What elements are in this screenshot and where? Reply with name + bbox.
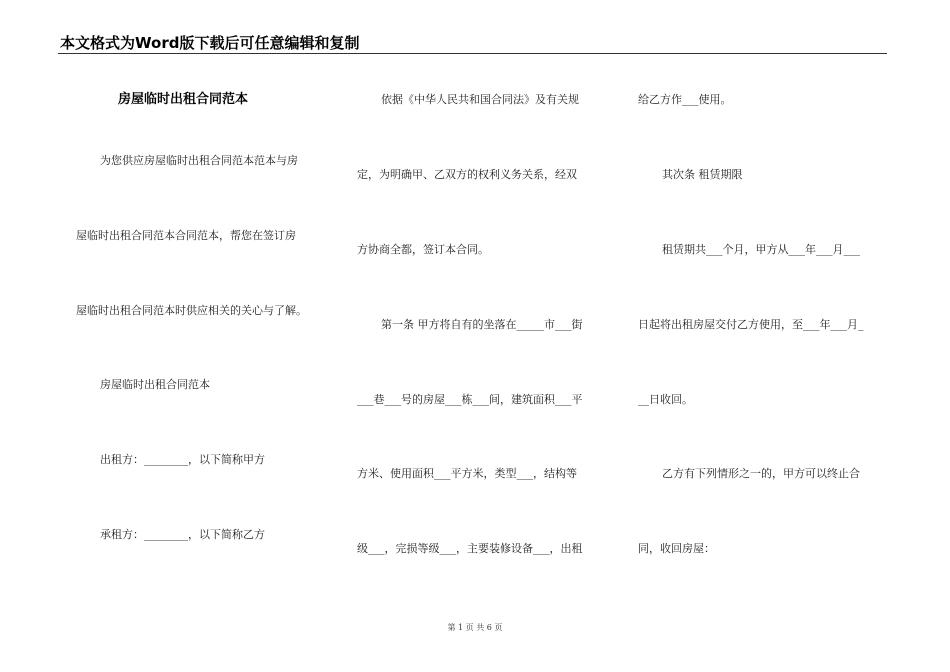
page-number: 第 1 页 共 6 页 — [447, 623, 503, 632]
document-header: 本文格式为Word版下载后可任意编辑和复制 — [60, 34, 360, 52]
paragraph-line: 其次条 租赁期限 — [662, 168, 743, 181]
paragraph-line: 日起将出租房屋交付乙方使用，至___年___月_ — [638, 318, 864, 331]
paragraph-line: 给乙方作___使用。 — [638, 93, 732, 106]
paragraph-line: 方协商全都，签订本合同。 — [357, 243, 489, 256]
paragraph-line: 屋临时出租合同范本合同范本，帮您在签订房 — [76, 229, 296, 242]
paragraph-line: 租赁期共___个月，甲方从___年___月___ — [662, 243, 860, 256]
paragraph-line: 屋临时出租合同范本时供应相关的关心与了解。 — [76, 304, 307, 317]
paragraph-line: __日收回。 — [638, 393, 693, 406]
paragraph-line: 房屋临时出租合同范本 — [100, 378, 210, 391]
header-divider — [58, 53, 887, 54]
paragraph-line: 乙方有下列情形之一的，甲方可以终止合 — [662, 467, 860, 480]
paragraph-line: 为您供应房屋临时出租合同范本范本与房 — [100, 154, 298, 167]
paragraph-line: 出租方：________，以下简称甲方 — [100, 453, 265, 466]
paragraph-line: 定，为明确甲、乙双方的权利义务关系，经双 — [357, 168, 577, 181]
paragraph-line: 方米、使用面积___平方米，类型___，结构等 — [357, 467, 577, 480]
paragraph-line: 第一条 甲方将自有的坐落在_____市___街 — [381, 318, 583, 331]
paragraph-line: 承租方：________，以下简称乙方 — [100, 528, 265, 541]
paragraph-line: 级___，完损等级___，主要装修设备___，出租 — [357, 542, 583, 555]
paragraph-line: 依据《中华人民共和国合同法》及有关规 — [381, 93, 579, 106]
paragraph-line: ___巷___号的房屋___栋___间，建筑面积___平 — [357, 393, 583, 406]
document-title: 房屋临时出租合同范本 — [118, 92, 249, 107]
paragraph-line: 同，收回房屋： — [638, 542, 715, 555]
